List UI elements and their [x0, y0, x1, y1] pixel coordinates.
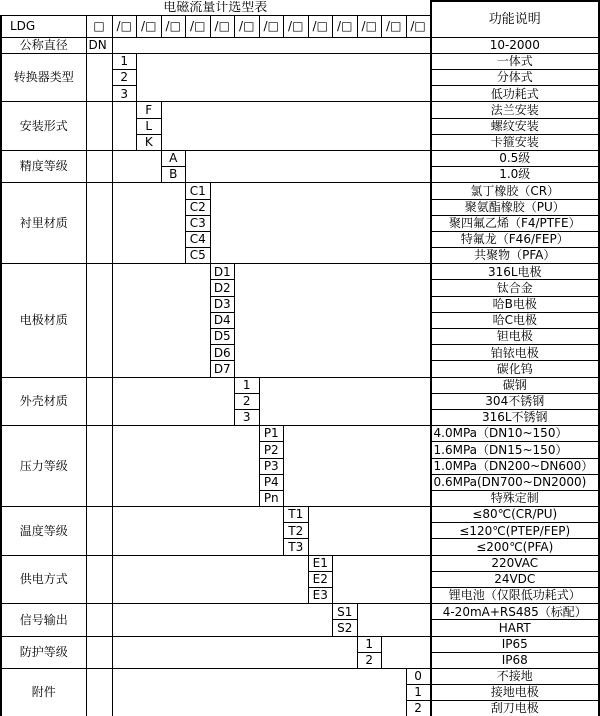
code-cell: C3: [186, 215, 211, 231]
code-slot: /□: [333, 15, 358, 37]
option-row: [1, 636, 599, 652]
spacer-cell: [86, 183, 112, 264]
selection-table-body: [1, 1, 599, 716]
code-cell: B: [161, 167, 186, 183]
code-slot: /□: [161, 15, 186, 37]
code-cell: P2: [259, 442, 284, 458]
code-cell: D6: [210, 345, 235, 361]
code-cell: C5: [186, 248, 211, 264]
code-cell: L: [137, 118, 162, 134]
spacer-cell: [86, 264, 112, 377]
code-slot: /□: [210, 15, 235, 37]
function-cell: 卡箍安装: [431, 134, 599, 150]
spacer-cell: [112, 264, 210, 377]
section-label: 压力等级: [1, 426, 86, 507]
spacer-cell: [112, 604, 333, 636]
function-cell: 1.6MPa（DN15~150）: [431, 442, 599, 458]
code-cell: 1: [235, 377, 260, 393]
spacer-cell: [112, 377, 235, 426]
function-cell: 铂铱电极: [431, 345, 599, 361]
code-cell: E1: [308, 555, 333, 571]
option-row: [1, 604, 599, 620]
function-cell: 哈B电极: [431, 296, 599, 312]
code-slot: /□: [137, 15, 162, 37]
code-cell: 3: [112, 86, 137, 102]
function-cell: ≤200℃(PFA): [431, 539, 599, 555]
function-cell: 哈C电极: [431, 312, 599, 328]
code-slot: /□: [357, 15, 382, 37]
option-row: [1, 53, 599, 69]
option-row: [1, 555, 599, 571]
function-cell: 钛合金: [431, 280, 599, 296]
function-cell: 220VAC: [431, 555, 599, 571]
spacer-cell: [161, 102, 431, 151]
code-slot: /□: [235, 15, 260, 37]
code-cell: D2: [210, 280, 235, 296]
spacer-cell: [86, 668, 112, 716]
code-cell: 1: [357, 636, 382, 652]
code-cell: F: [137, 102, 162, 118]
function-cell: 分体式: [431, 70, 599, 86]
section-label: 转换器类型: [1, 53, 86, 102]
function-cell: 304不锈钢: [431, 393, 599, 409]
function-cell: 0.5级: [431, 150, 599, 166]
code-cell: S2: [333, 620, 358, 636]
code-cell: 1: [406, 685, 431, 701]
model-prefix: LDG: [1, 15, 86, 37]
spacer-cell: [112, 555, 308, 604]
option-row: [1, 377, 599, 393]
spacer-cell: [86, 150, 112, 182]
code-cell: 1: [112, 53, 137, 69]
function-cell: 共聚物（PFA）: [431, 248, 599, 264]
code-cell: C1: [186, 183, 211, 199]
code-cell: C4: [186, 231, 211, 247]
code-cell: 2: [235, 393, 260, 409]
function-cell: 24VDC: [431, 571, 599, 587]
code-cell: K: [137, 134, 162, 150]
section-label: 衬里材质: [1, 183, 86, 264]
spacer-cell: [210, 183, 431, 264]
section-label: 精度等级: [1, 150, 86, 182]
page-title: 电磁流量计选型表: [163, 1, 268, 15]
code-cell: D4: [210, 312, 235, 328]
spacer-cell: [86, 636, 112, 668]
code-cell: D7: [210, 361, 235, 377]
option-row: [1, 426, 599, 442]
function-cell: 碳钢: [431, 377, 599, 393]
function-cell: 1.0MPa（DN200~DN600）: [431, 458, 599, 474]
function-cell: 特殊定制: [431, 490, 599, 506]
code-cell: A: [161, 150, 186, 166]
function-cell: 316L不锈钢: [431, 409, 599, 425]
code-cell: D1: [210, 264, 235, 280]
section-label: 信号输出: [1, 604, 86, 636]
option-row: [1, 183, 599, 199]
function-cell: 螺纹安装: [431, 118, 599, 134]
section-label: 外壳材质: [1, 377, 86, 426]
code-cell: 2: [406, 701, 431, 716]
spacer-cell: [112, 102, 137, 151]
spacer-cell: [186, 150, 431, 182]
code-cell: P4: [259, 474, 284, 490]
code-cell: S1: [333, 604, 358, 620]
spacer-cell: [259, 377, 431, 426]
spacer-cell: [86, 377, 112, 426]
section-label: 电极材质: [1, 264, 86, 377]
code-cell: 0: [406, 668, 431, 684]
function-cell: 接地电极: [431, 685, 599, 701]
spacer-cell: [86, 507, 112, 556]
code-cell: T1: [284, 507, 309, 523]
spacer-cell: [86, 555, 112, 604]
function-cell: IP68: [431, 652, 599, 668]
function-cell: 法兰安装: [431, 102, 599, 118]
function-cell: 聚四氟乙烯（F4/PTFE）: [431, 215, 599, 231]
diameter-row: [1, 37, 599, 53]
spacer-cell: [284, 426, 431, 507]
spacer-cell: [86, 604, 112, 636]
function-cell: 4-20mA+RS485（标配）: [431, 604, 599, 620]
code-cell: P3: [259, 458, 284, 474]
function-cell: 聚氨酯橡胶（PU）: [431, 199, 599, 215]
section-label: 防护等级: [1, 636, 86, 668]
spacer-cell: [357, 604, 431, 636]
code-cell: DN: [86, 37, 112, 53]
option-row: [1, 264, 599, 280]
spacer-cell: [333, 555, 431, 604]
section-label: 供电方式: [1, 555, 86, 604]
spacer-cell: [86, 102, 112, 151]
function-cell: 0.6MPa(DN700~DN2000): [431, 474, 599, 490]
code-slot: /□: [382, 15, 407, 37]
code-cell: 3: [235, 409, 260, 425]
spacer-cell: [112, 37, 431, 53]
spacer-cell: [308, 507, 431, 556]
function-cell: 一体式: [431, 53, 599, 69]
code-cell: D3: [210, 296, 235, 312]
code-slot: /□: [259, 15, 284, 37]
function-cell: 碳化钨: [431, 361, 599, 377]
code-cell: 2: [357, 652, 382, 668]
title-row: [1, 1, 599, 15]
option-row: [1, 507, 599, 523]
code-cell: C2: [186, 199, 211, 215]
code-cell: E3: [308, 588, 333, 604]
function-cell: 低功耗式: [431, 86, 599, 102]
function-cell: 钽电极: [431, 329, 599, 345]
function-cell: 氯丁橡胶（CR）: [431, 183, 599, 199]
function-cell: 4.0MPa（DN10~150）: [431, 426, 599, 442]
function-cell: 刮刀电极: [431, 701, 599, 716]
code-slot: /□: [308, 15, 333, 37]
section-label: 附件: [1, 668, 86, 716]
code-slot: /□: [284, 15, 309, 37]
function-cell: ≤80℃(CR/PU): [431, 507, 599, 523]
spacer-cell: [112, 426, 259, 507]
code-slot: /□: [406, 15, 431, 37]
code-slot: /□: [112, 15, 137, 37]
option-row: [1, 668, 599, 684]
spacer-cell: [382, 636, 431, 668]
function-cell: 10-2000: [431, 37, 599, 53]
spacer-cell: [235, 264, 431, 377]
spacer-cell: [86, 53, 112, 102]
code-cell: 2: [112, 70, 137, 86]
option-row: [1, 150, 599, 166]
code-cell: T3: [284, 539, 309, 555]
code-box-symbol: □: [86, 15, 112, 37]
function-cell: HART: [431, 620, 599, 636]
function-cell: 1.0级: [431, 167, 599, 183]
function-cell: 锂电池（仅限低功耗式）: [431, 588, 599, 604]
code-cell: E2: [308, 571, 333, 587]
section-label: 安装形式: [1, 102, 86, 151]
function-cell: ≤120℃(PTEP/FEP): [431, 523, 599, 539]
code-cell: D5: [210, 329, 235, 345]
function-column-header: 功能说明: [431, 1, 599, 37]
code-cell: P1: [259, 426, 284, 442]
spacer-cell: [137, 53, 431, 102]
function-cell: 不接地: [431, 668, 599, 684]
code-cell: Pn: [259, 490, 284, 506]
spacer-cell: [112, 183, 186, 264]
function-cell: 316L电极: [431, 264, 599, 280]
code-cell: T2: [284, 523, 309, 539]
spacer-cell: [112, 150, 161, 182]
spacer-cell: [112, 507, 284, 556]
code-slot: /□: [186, 15, 211, 37]
spacer-cell: [86, 426, 112, 507]
spacer-cell: [112, 636, 357, 668]
function-cell: IP65: [431, 636, 599, 652]
spacer-cell: [112, 668, 406, 716]
function-cell: 特氟龙（F46/FEP）: [431, 231, 599, 247]
option-row: [1, 102, 599, 118]
section-label: 温度等级: [1, 507, 86, 556]
section-label: 公称直径: [1, 37, 86, 53]
